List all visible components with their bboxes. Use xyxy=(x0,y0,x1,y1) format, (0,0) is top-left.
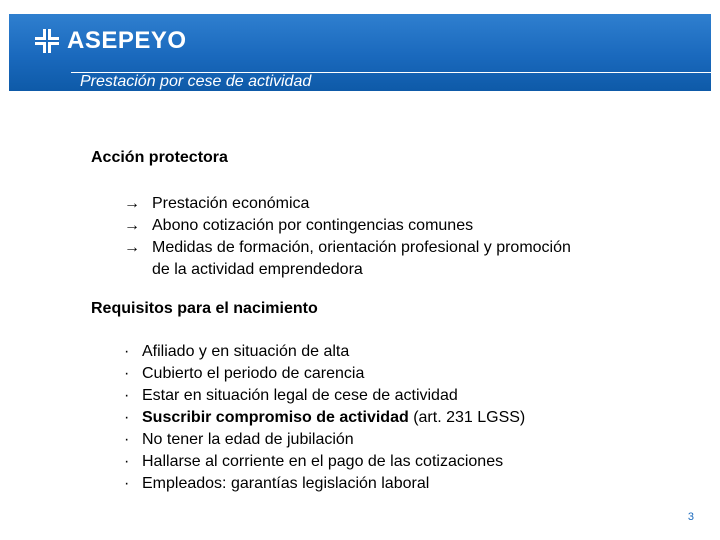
bullet-icon: · xyxy=(124,365,130,382)
bullet-icon: · xyxy=(124,475,130,492)
header-banner xyxy=(9,14,711,91)
reference-text: (art. 231 LGSS) xyxy=(408,409,526,426)
asepeyo-cross-logo-icon xyxy=(35,29,59,53)
bullet-icon: · xyxy=(124,431,130,448)
list-item xyxy=(124,341,525,363)
list-item xyxy=(124,451,525,473)
brand-logo xyxy=(35,26,187,56)
list-item xyxy=(124,193,571,215)
list-item xyxy=(124,215,571,237)
emphasis-text: Suscribir compromiso de actividad xyxy=(142,409,409,426)
list-item-text: Estar en situación legal de cese de actividad xyxy=(142,387,458,404)
list-item-text: Medidas de formación, orientación profesional y promoción xyxy=(152,239,571,256)
list-item-text xyxy=(142,407,525,429)
section-title-requisitos: Requisitos para el nacimiento xyxy=(91,300,318,317)
list-item-text: No tener la edad de jubilación xyxy=(142,431,354,448)
list-item-continuation xyxy=(124,259,571,281)
list-item xyxy=(124,473,525,495)
indent-spacer xyxy=(124,259,152,281)
bullet-icon: · xyxy=(124,387,130,404)
bullet-icon: · xyxy=(124,343,130,360)
requisitos-list xyxy=(124,341,525,495)
bullet-icon: · xyxy=(124,453,130,470)
list-item xyxy=(124,429,525,451)
list-item-text: Empleados: garantías legislación laboral xyxy=(142,475,430,492)
list-item-text: Abono cotización por contingencias comunes xyxy=(152,217,474,234)
arrow-icon: → xyxy=(124,217,140,234)
list-item-text: Prestación económica xyxy=(152,195,310,212)
list-item xyxy=(124,363,525,385)
accion-protectora-list xyxy=(124,193,571,281)
bullet-icon: · xyxy=(124,409,130,426)
list-item-text: Afiliado y en situación de alta xyxy=(142,343,350,360)
list-item-text: Hallarse al corriente en el pago de las cotizaciones xyxy=(142,453,504,470)
list-item-text: Cubierto el periodo de carencia xyxy=(142,365,365,382)
list-item-text: de la actividad emprendedora xyxy=(152,261,363,278)
brand-name: ASEPEYO xyxy=(67,27,187,54)
arrow-icon: → xyxy=(124,195,140,212)
arrow-icon: → xyxy=(124,239,140,256)
slide-title: Prestación por cese de actividad xyxy=(80,73,312,90)
list-item xyxy=(124,237,571,259)
page-number: 3 xyxy=(687,511,694,523)
section-title-accion-protectora: Acción protectora xyxy=(91,149,228,166)
list-item xyxy=(124,385,525,407)
list-item xyxy=(124,407,525,429)
